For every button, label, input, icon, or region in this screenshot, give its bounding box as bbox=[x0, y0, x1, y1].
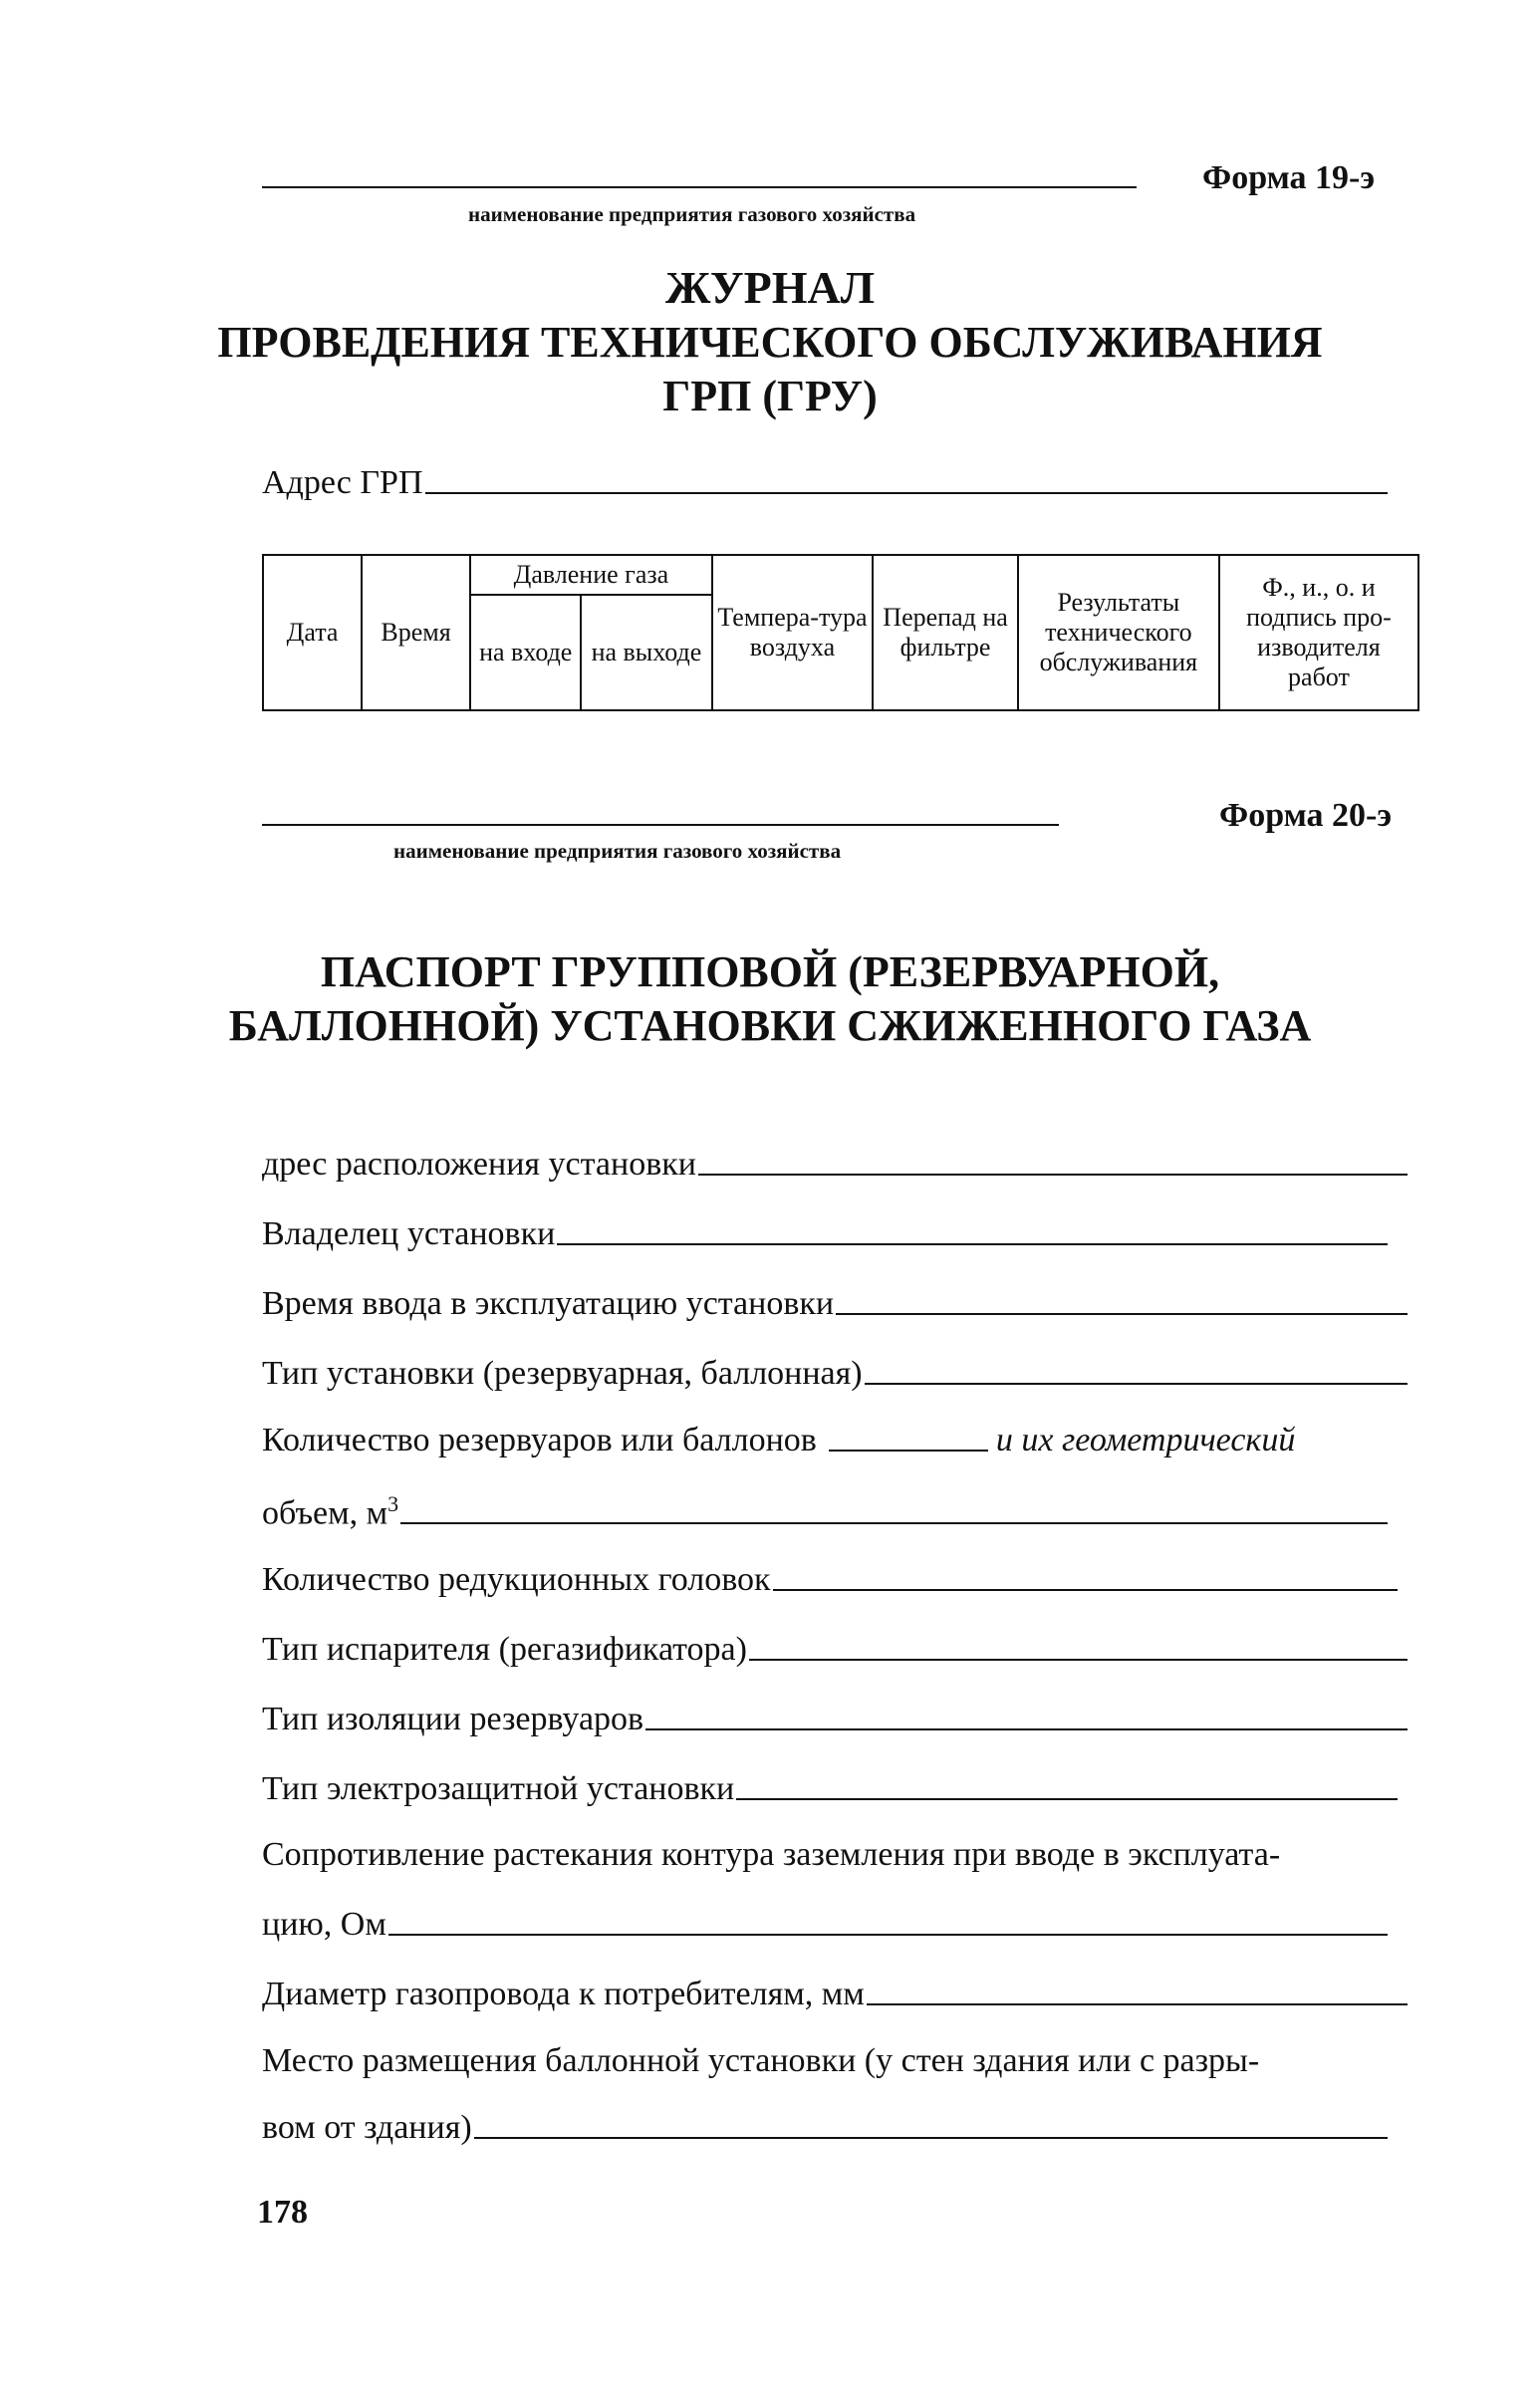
tank-count-line[interactable] bbox=[829, 1450, 988, 1452]
commissioning-line[interactable] bbox=[836, 1313, 1408, 1315]
reduction-heads-field bbox=[262, 1561, 1398, 1599]
insulation-line[interactable] bbox=[645, 1728, 1408, 1730]
enterprise-caption-19: наименование предприятия газового хозяйства bbox=[468, 202, 916, 226]
owner-line[interactable] bbox=[557, 1243, 1388, 1245]
placement-line[interactable] bbox=[474, 2137, 1388, 2139]
commissioning-label: Время ввода в эксплуатацию установки bbox=[262, 1285, 835, 1322]
tank-count-field bbox=[262, 1422, 1398, 1459]
col-filter-drop: Перепад на фильтре bbox=[873, 555, 1018, 710]
reduction-heads-label: Количество редукционных головок bbox=[262, 1561, 771, 1598]
placement-label: вом от здания) bbox=[262, 2109, 472, 2146]
journal-title-line-2: ПРОВЕДЕНИЯ ТЕХНИЧЕСКОГО ОБСЛУЖИВАНИЯ bbox=[217, 318, 1323, 367]
journal-title-line-3: ГРП (ГРУ) bbox=[662, 372, 878, 420]
grp-address-line[interactable] bbox=[425, 492, 1389, 494]
col-air-temp: Темпера-тура воздуха bbox=[712, 555, 874, 710]
owner-label: Владелец установки bbox=[262, 1215, 556, 1252]
placement-label-line-1: Место размещения баллонной установки (у стен здания или с разры- bbox=[262, 2042, 1260, 2079]
electroprotection-field bbox=[262, 1770, 1398, 1808]
diameter-label: Диаметр газопровода к потребителям, мм bbox=[262, 1976, 865, 2012]
evaporator-label: Тип испарителя (регазификатора) bbox=[262, 1631, 747, 1668]
insulation-label: Тип изоляции резервуаров bbox=[262, 1701, 644, 1737]
col-gas-pressure: Давление газа bbox=[470, 555, 711, 595]
form-19-label: Форма 19-э bbox=[1202, 159, 1376, 196]
electroprotection-label: Тип электрозащитной установки bbox=[262, 1770, 735, 1807]
enterprise-caption-20: наименование предприятия газового хозяйства bbox=[393, 839, 842, 863]
volume-field bbox=[262, 1491, 1388, 1532]
commissioning-field bbox=[262, 1285, 1408, 1323]
enterprise-name-line-19 bbox=[262, 186, 1137, 188]
owner-field bbox=[262, 1215, 1388, 1253]
journal-title-line-1: ЖУРНАЛ bbox=[665, 262, 875, 313]
installation-address-label: дрес расположения установки bbox=[262, 1146, 696, 1183]
col-results: Результаты технического обслуживания bbox=[1018, 555, 1219, 710]
evaporator-field bbox=[262, 1631, 1408, 1669]
col-inlet: на входе bbox=[470, 595, 581, 710]
resistance-label: цию, Ом bbox=[262, 1906, 386, 1943]
diameter-field bbox=[262, 1976, 1408, 2013]
installation-type-line[interactable] bbox=[865, 1383, 1408, 1385]
col-signature: Ф., и., о. и подпись про-изводителя работ bbox=[1219, 555, 1418, 710]
volume-label: объем, $м^3$ bbox=[262, 1491, 399, 1532]
col-date: Дата bbox=[263, 555, 362, 710]
col-outlet: на выходе bbox=[581, 595, 711, 710]
electroprotection-line[interactable] bbox=[736, 1798, 1398, 1800]
volume-line[interactable] bbox=[400, 1522, 1388, 1524]
form-20-label: Форма 20-э bbox=[1219, 797, 1393, 834]
passport-title-line-2: БАЛЛОННОЙ) УСТАНОВКИ СЖИЖЕННОГО ГАЗА bbox=[228, 1001, 1312, 1050]
installation-address-field bbox=[262, 1146, 1408, 1184]
diameter-line[interactable] bbox=[867, 2003, 1408, 2005]
grp-address-field bbox=[262, 464, 1388, 502]
insulation-field bbox=[262, 1701, 1408, 1738]
reduction-heads-line[interactable] bbox=[773, 1589, 1398, 1591]
installation-address-line[interactable] bbox=[698, 1174, 1408, 1176]
geometric-volume-label: и их геометрический bbox=[995, 1422, 1296, 1458]
enterprise-name-line-20 bbox=[262, 824, 1059, 826]
tank-count-label: Количество резервуаров или баллонов bbox=[262, 1422, 817, 1458]
page-number: 178 bbox=[257, 2194, 308, 2231]
resistance-line[interactable] bbox=[388, 1934, 1388, 1936]
placement-field bbox=[262, 2109, 1388, 2147]
maintenance-log-table bbox=[262, 554, 1419, 711]
installation-type-label: Тип установки (резервуарная, баллонная) bbox=[262, 1355, 863, 1392]
resistance-label-line-1: Сопротивление растекания контура заземления при вводе в эксплуата- bbox=[262, 1836, 1281, 1873]
passport-title-line-1: ПАСПОРТ ГРУППОВОЙ (РЕЗЕРВУАРНОЙ, bbox=[320, 947, 1220, 996]
resistance-field bbox=[262, 1906, 1388, 1944]
col-time: Время bbox=[362, 555, 470, 710]
installation-type-field bbox=[262, 1355, 1408, 1393]
grp-address-label: Адрес ГРП bbox=[262, 464, 423, 501]
evaporator-line[interactable] bbox=[749, 1659, 1408, 1661]
